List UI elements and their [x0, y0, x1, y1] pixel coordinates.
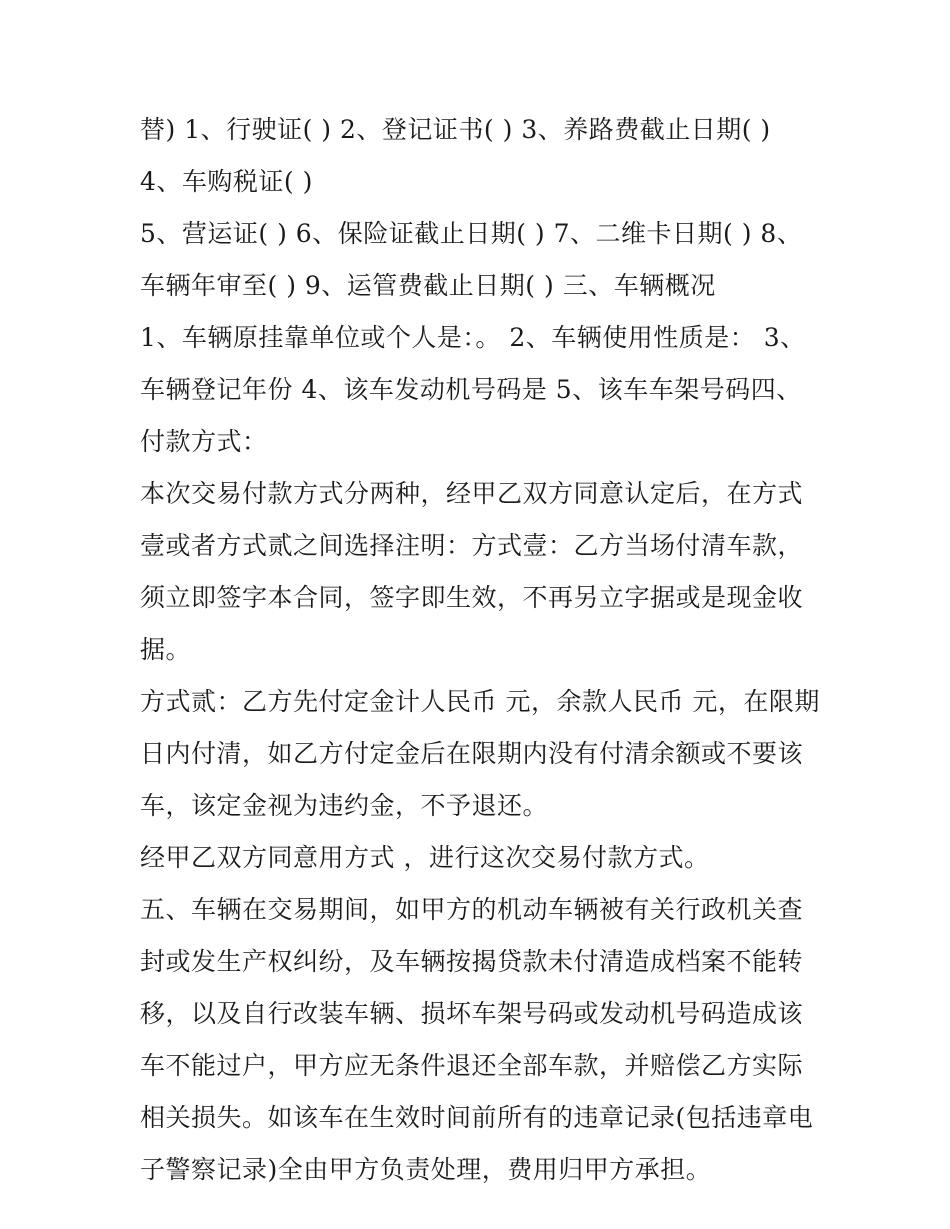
paragraph-documents-checklist-continued: 5、营运证( ) 6、保险证截止日期( ) 7、二维卡日期( ) 8、车辆年审至( ) 9、运管费截止日期( ) 三、车辆概况 — [140, 219, 803, 300]
paragraph-section-five-liability: 五、车辆在交易期间，如甲方的机动车辆被有关行政机关查封或发生产权纠纷，及车辆按揭贷款未付清造成档案不能转移，以及自行改装车辆、损坏车架号码或发动机号码造成该车不能过户，甲方应无条件退还全部车款，并赔偿乙方实际相关损失。如该车在生效时间前所有的违章记录(包括违章电子警察记录)全由甲方负责处理，费用归甲方承担。 — [140, 895, 814, 1184]
paragraph-vehicle-overview: 1、车辆原挂靠单位或个人是：。 2、车辆使用性质是： 3、车辆登记年份 4、该车发动机号码是 5、该车车架号码四、付款方式： — [140, 323, 806, 456]
paragraph-documents-checklist: 替) 1、行驶证( ) 2、登记证书( ) 3、养路费截止日期( ) 4、车购税证( ) — [140, 115, 771, 196]
document-body — [140, 104, 820, 1196]
paragraph-agreed-method: 经甲乙双方同意用方式 ，进行这次交易付款方式。 — [140, 843, 710, 872]
paragraph-payment-method-two: 方式贰：乙方先付定金计人民币 元，余款人民币 元，在限期日内付清，如乙方付定金后在限期内没有付清余额或不要该车，该定金视为违约金，不予退还。 — [140, 687, 820, 820]
paragraph-payment-methods: 本次交易付款方式分两种，经甲乙双方同意认定后，在方式壹或者方式贰之间选择注明：方式壹：乙方当场付清车款，须立即签字本合同，签字即生效，不再另立字据或是现金收据。 — [140, 479, 804, 664]
